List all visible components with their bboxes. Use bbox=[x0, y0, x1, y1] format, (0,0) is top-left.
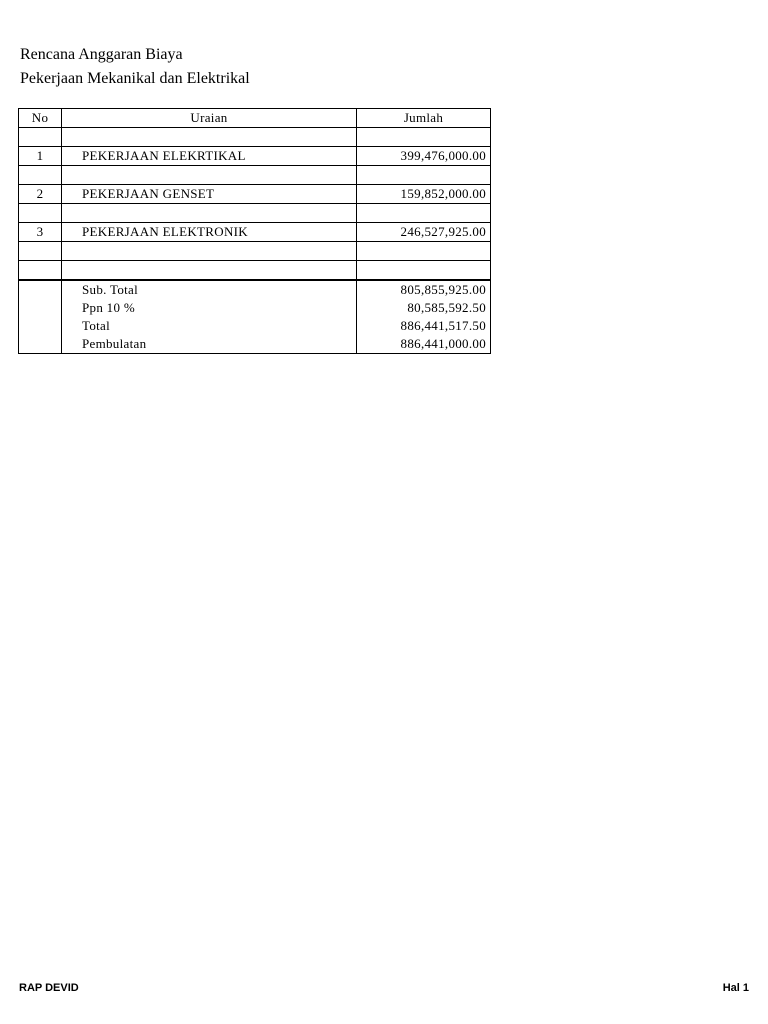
cell-no: 3 bbox=[19, 223, 62, 242]
cell-no: 1 bbox=[19, 147, 62, 166]
table-row bbox=[19, 147, 491, 166]
summary-row-ppn bbox=[19, 299, 491, 317]
document-subtitle: Pekerjaan Mekanikal dan Elektrikal bbox=[20, 70, 250, 87]
cell-jumlah: 246,527,925.00 bbox=[357, 223, 491, 242]
table-row bbox=[19, 242, 491, 261]
table-row bbox=[19, 261, 491, 281]
cell-jumlah bbox=[357, 242, 491, 261]
budget-table bbox=[18, 108, 491, 354]
summary-row-total bbox=[19, 317, 491, 335]
cell-uraian: PEKERJAAN ELEKRTIKAL bbox=[62, 147, 357, 166]
page-number: Hal 1 bbox=[722, 982, 749, 994]
table-row bbox=[19, 166, 491, 185]
cell-no bbox=[19, 166, 62, 185]
cell-uraian bbox=[62, 166, 357, 185]
cell-no bbox=[19, 261, 62, 281]
summary-value: 886,441,000.00 bbox=[357, 335, 491, 354]
table-row bbox=[19, 223, 491, 242]
cell-uraian bbox=[62, 261, 357, 281]
cell-uraian bbox=[62, 128, 357, 147]
summary-value: 805,855,925.00 bbox=[357, 280, 491, 299]
cell-no bbox=[19, 204, 62, 223]
cell-no bbox=[19, 317, 62, 335]
cell-no bbox=[19, 242, 62, 261]
cell-jumlah bbox=[357, 166, 491, 185]
summary-label: Pembulatan bbox=[62, 335, 357, 354]
summary-value: 80,585,592.50 bbox=[357, 299, 491, 317]
summary-row-pembulatan bbox=[19, 335, 491, 354]
cell-no bbox=[19, 335, 62, 354]
cell-jumlah bbox=[357, 261, 491, 281]
document-title: Rencana Anggaran Biaya bbox=[20, 46, 183, 63]
summary-value: 886,441,517.50 bbox=[357, 317, 491, 335]
table-header-row bbox=[19, 109, 491, 128]
summary-label: Ppn 10 % bbox=[62, 299, 357, 317]
footer-left-text: RAP DEVID bbox=[19, 982, 79, 994]
table-row bbox=[19, 128, 491, 147]
cell-uraian bbox=[62, 242, 357, 261]
cell-no bbox=[19, 299, 62, 317]
cell-no: 2 bbox=[19, 185, 62, 204]
cell-uraian: PEKERJAAN GENSET bbox=[62, 185, 357, 204]
cell-jumlah bbox=[357, 128, 491, 147]
cell-no bbox=[19, 128, 62, 147]
summary-row-subtotal bbox=[19, 280, 491, 299]
cell-uraian: PEKERJAAN ELEKTRONIK bbox=[62, 223, 357, 242]
cell-jumlah: 399,476,000.00 bbox=[357, 147, 491, 166]
summary-label: Total bbox=[62, 317, 357, 335]
header-no: No bbox=[19, 109, 62, 128]
cell-jumlah: 159,852,000.00 bbox=[357, 185, 491, 204]
cell-uraian bbox=[62, 204, 357, 223]
table-row bbox=[19, 185, 491, 204]
cell-jumlah bbox=[357, 204, 491, 223]
cell-no bbox=[19, 280, 62, 299]
header-uraian: Uraian bbox=[62, 109, 357, 128]
header-jumlah: Jumlah bbox=[357, 109, 491, 128]
table-row bbox=[19, 204, 491, 223]
summary-label: Sub. Total bbox=[62, 280, 357, 299]
